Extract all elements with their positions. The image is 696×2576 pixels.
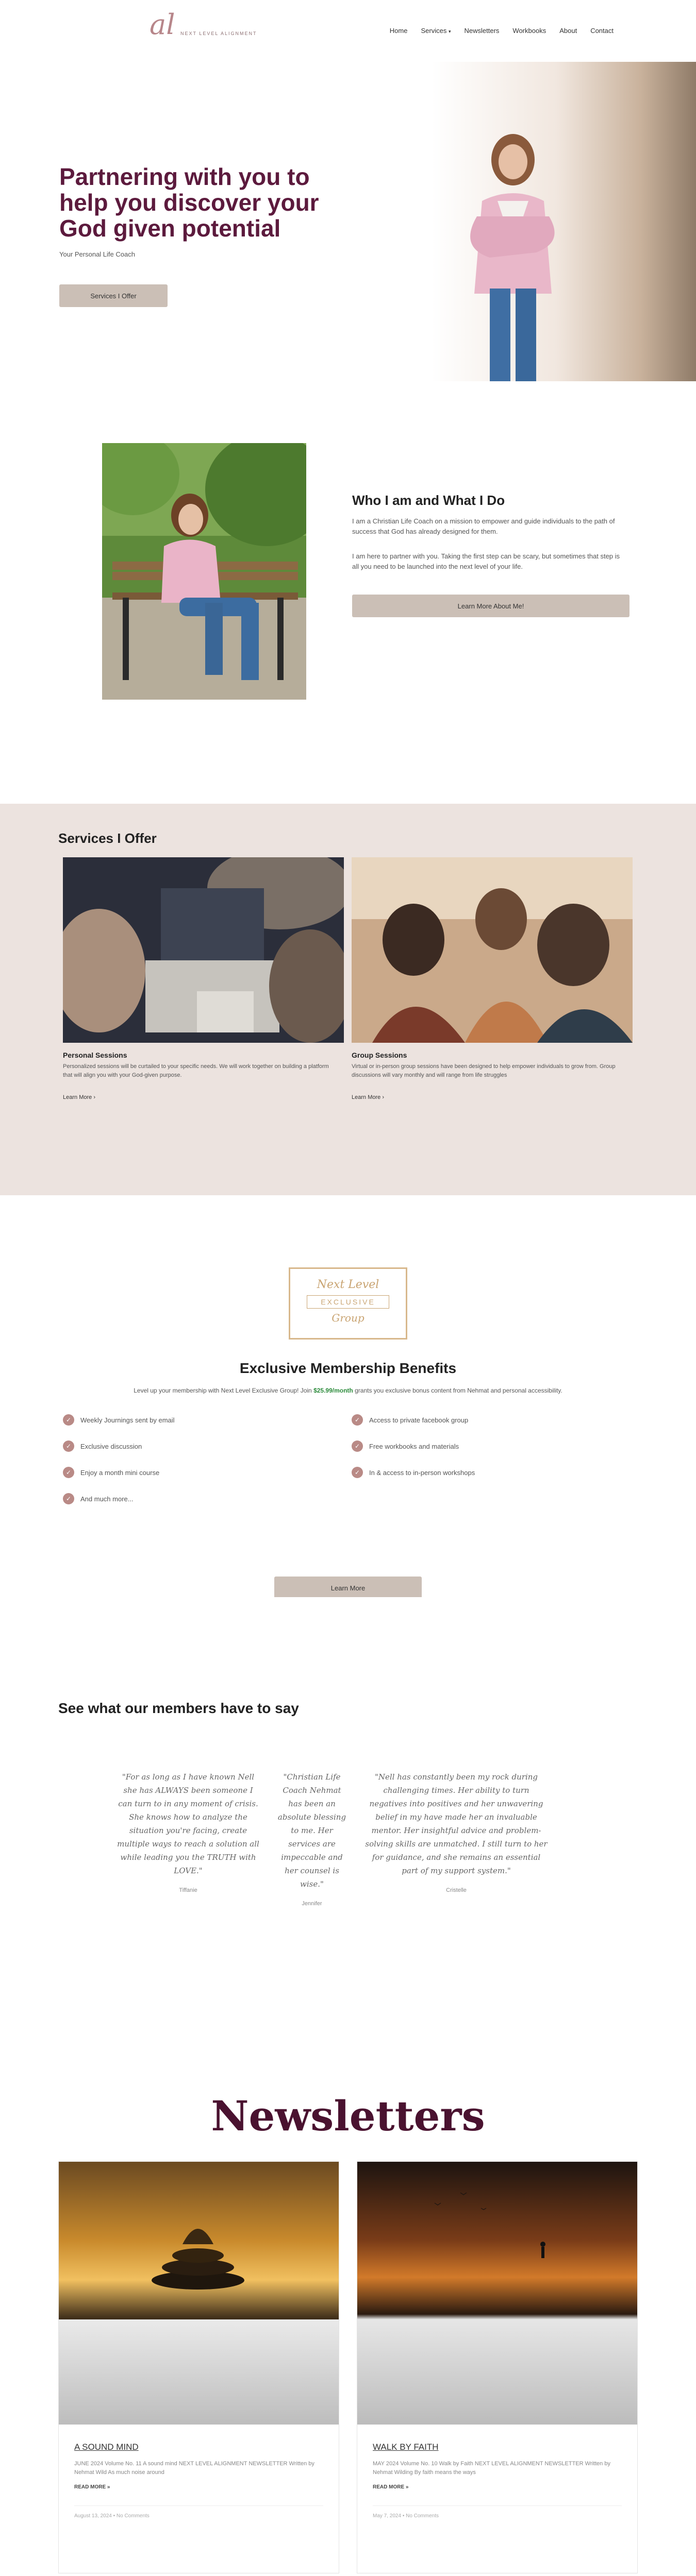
check-icon: ✓ <box>63 1414 74 1426</box>
benefit-label: Weekly Journings sent by email <box>80 1416 175 1424</box>
services-section <box>0 804 696 1195</box>
benefit-item <box>63 1440 142 1452</box>
membership-intro <box>0 1387 696 1394</box>
newsletter-card[interactable] <box>58 2161 339 2573</box>
membership-price: $25.99/month <box>313 1387 353 1394</box>
testimonial-quote: "For as long as I have known Nell she has ALWAYS been someone I can turn to in any moment of crisis. She knows how to analyze the situation you're facing, create multiple ways to reach a solution all while leading you the TRUTH with LOVE." <box>117 1772 259 1875</box>
group-sessions-title: Group Sessions <box>352 1051 407 1059</box>
lotus-sunset-image <box>59 2162 339 2425</box>
membership-learn-more-button[interactable]: Learn More <box>274 1577 422 1599</box>
coach-bench-image <box>102 443 306 700</box>
read-more-link[interactable]: READ MORE » <box>74 2484 110 2490</box>
benefit-item <box>352 1467 475 1478</box>
badge-line-2: EXCLUSIVE <box>307 1295 389 1309</box>
hero-section <box>0 62 696 381</box>
nav-contact[interactable]: Contact <box>590 27 614 35</box>
site-logo[interactable] <box>150 8 268 47</box>
chevron-right-icon: › <box>93 1094 95 1100</box>
learn-more-label: Learn More <box>63 1094 92 1100</box>
benefit-label: And much more... <box>80 1495 134 1503</box>
newsletter-title-link[interactable]: WALK BY FAITH <box>373 2442 439 2452</box>
benefit-item <box>63 1493 134 1504</box>
testimonial-card <box>116 1770 260 1897</box>
chevron-down-icon: ▾ <box>448 29 451 34</box>
benefit-item <box>352 1440 459 1452</box>
nav-home[interactable]: Home <box>389 27 408 35</box>
benefit-label: Access to private facebook group <box>369 1416 469 1424</box>
hero-title: Partnering with you to help you discover your God given potential <box>59 163 319 242</box>
testimonials-section <box>0 1597 696 2071</box>
benefit-label: In & access to in-person workshops <box>369 1468 475 1477</box>
newsletter-card[interactable] <box>357 2161 638 2573</box>
newsletters-section <box>0 2071 696 2576</box>
intro-text-end: grants you exclusive bonus content from Nehmat and personal accessibility. <box>353 1387 562 1394</box>
check-icon: ✓ <box>63 1467 74 1478</box>
group-sessions-image <box>352 857 633 1043</box>
benefit-item <box>352 1414 468 1426</box>
nav-about[interactable]: About <box>559 27 577 35</box>
check-icon: ✓ <box>352 1440 363 1452</box>
benefit-label: Enjoy a month mini course <box>80 1468 160 1477</box>
intro-text-start: Level up your membership with Next Level Exclusive Group! Join <box>134 1387 314 1394</box>
learn-more-about-button[interactable]: Learn More About Me! <box>352 595 629 617</box>
testimonial-quote: "Christian Life Coach Nehmat has been an absolute blessing to me. Her services are impeccable and her counsel is wise." <box>277 1772 346 1889</box>
nav-services-label: Services <box>421 27 447 35</box>
newsletter-excerpt: MAY 2024 Volume No. 10 Walk by Faith NEXT LEVEL ALIGNMENT NEWSLETTER Written by Nehmat Wilding By faith means the ways <box>373 2461 610 2476</box>
logo-script: al <box>150 8 175 41</box>
nav-newsletters[interactable]: Newsletters <box>464 27 500 35</box>
check-icon: ✓ <box>352 1414 363 1426</box>
about-paragraph-2: I am here to partner with you. Taking the first step can be scary, but sometimes that step is all you need to be launched into the next level of your life. <box>352 552 620 570</box>
group-sessions-learn-more[interactable] <box>352 1094 384 1100</box>
benefit-item <box>63 1414 175 1426</box>
about-heading: Who I am and What I Do <box>352 493 505 508</box>
testimonials-heading: See what our members have to say <box>58 1700 299 1716</box>
badge-line-1: Next Level <box>317 1278 379 1291</box>
badge-line-3: Group <box>332 1312 364 1324</box>
membership-section <box>0 1195 696 1597</box>
testimonial-card <box>363 1770 549 1897</box>
testimonial-author: Jennifer <box>302 1901 322 1907</box>
learn-more-label: Learn More <box>352 1094 381 1100</box>
nav-services[interactable] <box>421 27 451 35</box>
newsletter-meta: August 13, 2024 • No Comments <box>74 2505 323 2519</box>
testimonial-quote: "Nell has constantly been my rock during challenging times. Her ability to turn negatives into positives and her unwavering belief in my have made her an invaluable mentor. Her insightful advice and problem-solving skills are unmatched. I still turn to her for guidance, and she remains an essential part of my support system." <box>365 1772 548 1875</box>
about-paragraph-1: I am a Christian Life Coach on a mission to empower and guide individuals to the path of success that God has already designed for them. <box>352 517 615 535</box>
personal-sessions-title: Personal Sessions <box>63 1051 127 1059</box>
site-header <box>0 0 696 62</box>
services-button[interactable]: Services I Offer <box>59 284 168 307</box>
chevron-right-icon: › <box>382 1094 384 1100</box>
benefit-label: Free workbooks and materials <box>369 1442 459 1450</box>
testimonial-author: Tiffanie <box>179 1887 197 1893</box>
testimonial-author: Cristelle <box>446 1887 467 1893</box>
nav-workbooks[interactable]: Workbooks <box>512 27 546 35</box>
main-nav <box>390 27 614 35</box>
coach-portrait-image <box>454 124 572 381</box>
newsletter-excerpt: JUNE 2024 Volume No. 11 A sound mind NEXT LEVEL ALIGNMENT NEWSLETTER Written by Nehmat Wild As much noise around <box>74 2461 314 2476</box>
testimonial-card <box>276 1770 348 1910</box>
membership-heading: Exclusive Membership Benefits <box>239 1360 457 1376</box>
benefit-label: Exclusive discussion <box>80 1442 142 1450</box>
logo-text: NEXT LEVEL ALIGNMENT <box>180 31 257 36</box>
read-more-link[interactable]: READ MORE » <box>373 2484 409 2490</box>
personal-sessions-image <box>63 857 344 1043</box>
exclusive-group-badge <box>289 1267 407 1340</box>
about-section <box>0 381 696 804</box>
services-heading: Services I Offer <box>58 831 157 846</box>
check-icon: ✓ <box>63 1493 74 1504</box>
check-icon: ✓ <box>63 1440 74 1452</box>
check-icon: ✓ <box>352 1467 363 1478</box>
walking-sunset-image <box>357 2162 637 2425</box>
hero-subtitle: Your Personal Life Coach <box>59 250 135 258</box>
newsletter-title-link[interactable]: A SOUND MIND <box>74 2442 139 2452</box>
benefit-item <box>63 1467 159 1478</box>
newsletter-meta: May 7, 2024 • No Comments <box>373 2505 622 2519</box>
group-sessions-text: Virtual or in-person group sessions have been designed to help empower individuals to grow from. Group discussions will vary monthly and will range from life struggles <box>352 1063 616 1078</box>
newsletters-heading: Newsletters <box>211 2092 485 2140</box>
personal-sessions-learn-more[interactable] <box>63 1094 95 1100</box>
personal-sessions-text: Personalized sessions will be curtailed to your specific needs. We will work together on building a platform that will align you with your God-given purpose. <box>63 1063 329 1078</box>
